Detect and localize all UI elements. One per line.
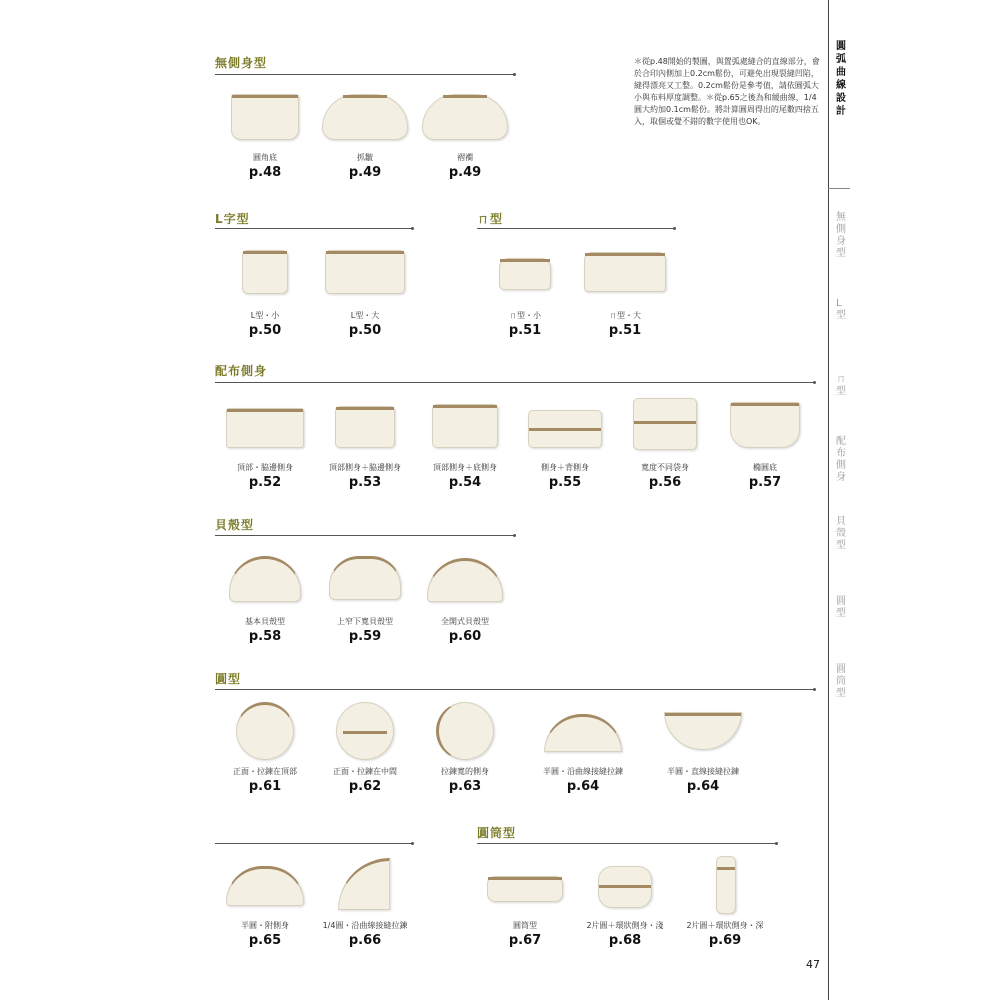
item-gathered xyxy=(310,88,420,180)
caption: L型・大 xyxy=(350,311,380,320)
item-two-circles-shallow xyxy=(570,856,680,948)
rule-l-type xyxy=(215,228,413,229)
sidebar-item-no-gusset: 無側身型 xyxy=(836,212,846,259)
page-ref: p.58 xyxy=(248,629,282,644)
sidebar-item-u-type: ㄇ型 xyxy=(836,374,846,397)
item-top-side-gusset xyxy=(210,398,320,490)
caption: 1/4圓・沿曲線接縫拉鍊 xyxy=(322,921,408,930)
caption: 2片圓＋環狀側身・深 xyxy=(686,921,764,930)
caption: 圓角底 xyxy=(253,153,277,162)
item-half-round-straight-zip xyxy=(648,702,758,794)
caption: 側身＋背側身 xyxy=(541,463,589,472)
caption: 半圓・直線接縫拉鍊 xyxy=(667,767,739,776)
page-ref: p.65 xyxy=(248,933,282,948)
item-two-circles-deep xyxy=(670,856,780,948)
heading-round-type: 圓型 xyxy=(215,672,242,686)
pouch-half-round-straight-zip-image xyxy=(648,702,758,760)
page-ref: p.53 xyxy=(348,475,382,490)
pouch-narrow-top-shell-image xyxy=(310,552,420,610)
caption: ㄇ型・小 xyxy=(509,311,541,320)
page-ref: p.61 xyxy=(248,779,282,794)
sidebar-item-l-type: L型 xyxy=(836,298,846,321)
sidebar-item-cylinder: 圓筒型 xyxy=(836,664,846,699)
page-ref: p.64 xyxy=(566,779,600,794)
item-round-zip-top xyxy=(210,702,320,794)
item-pleated xyxy=(410,88,520,180)
page-ref: p.54 xyxy=(448,475,482,490)
item-quarter-round-curve-zip xyxy=(310,856,420,948)
sidebar-divider xyxy=(828,0,829,1000)
rule-no-gusset xyxy=(215,74,515,75)
pouch-top-gusset-plus-side-image xyxy=(310,398,420,456)
sidebar-title: 圓弧曲線設計 xyxy=(836,41,846,117)
page-ref: p.51 xyxy=(608,323,642,338)
item-full-open-shell xyxy=(410,552,520,644)
heading-u-type: ㄇ型 xyxy=(477,212,504,226)
item-half-round-curve-zip xyxy=(528,702,638,794)
caption: 圓筒型 xyxy=(513,921,537,930)
caption: 2片圓＋環狀側身・淺 xyxy=(586,921,664,930)
heading-shell-type: 貝殼型 xyxy=(215,518,255,532)
pouch-half-round-gusset-image xyxy=(210,856,320,914)
item-cylinder xyxy=(470,856,580,948)
item-half-round-gusset xyxy=(210,856,320,948)
page-ref: p.66 xyxy=(348,933,382,948)
item-narrow-top-shell xyxy=(310,552,420,644)
pouch-side-back-gusset-image xyxy=(510,398,620,456)
rule-cylinder-type xyxy=(477,843,777,844)
pouch-quarter-round-curve-zip-image xyxy=(310,856,420,914)
caption: 褶襇 xyxy=(457,153,473,162)
page-ref: p.60 xyxy=(448,629,482,644)
item-u-large xyxy=(570,246,680,338)
pouch-l-small-image xyxy=(210,246,320,304)
page-ref: p.57 xyxy=(748,475,782,490)
page-ref: p.68 xyxy=(608,933,642,948)
pouch-cylinder-image xyxy=(470,856,580,914)
item-basic-shell xyxy=(210,552,320,644)
item-top-gusset-plus-side xyxy=(310,398,420,490)
caption: 頂部・脇邊側身 xyxy=(237,463,293,472)
pouch-different-width-image xyxy=(610,398,720,456)
caption: 半圓・附側身 xyxy=(241,921,289,930)
pouch-rounded-bottom-image xyxy=(210,88,320,146)
item-oval-bottom xyxy=(710,398,820,490)
pouch-round-zip-middle-image xyxy=(310,702,420,760)
item-l-small xyxy=(210,246,320,338)
page-ref: p.52 xyxy=(248,475,282,490)
item-side-back-gusset xyxy=(510,398,620,490)
sidebar-item-fabric-gusset: 配布側身 xyxy=(836,436,846,483)
pouch-u-large-image xyxy=(570,246,680,304)
sidebar-item-round: 圓型 xyxy=(836,596,846,619)
page-ref: p.55 xyxy=(548,475,582,490)
pouch-pleated-image xyxy=(410,88,520,146)
rule-round-continued xyxy=(215,843,413,844)
pouch-full-open-shell-image xyxy=(410,552,520,610)
caption: 全開式貝殼型 xyxy=(441,617,489,626)
pouch-u-small-image xyxy=(470,246,580,304)
rule-round-type xyxy=(215,689,815,690)
pouch-top-gusset-plus-bottom-image xyxy=(410,398,520,456)
caption: 寬度不同袋身 xyxy=(641,463,689,472)
pouch-wide-zip-gusset-image xyxy=(410,702,520,760)
caption: 頂部側身＋脇邊側身 xyxy=(329,463,401,472)
rule-fabric-gusset xyxy=(215,382,815,383)
caption: 抓皺 xyxy=(357,153,373,162)
caption: 上窄下寬貝殼型 xyxy=(337,617,393,626)
item-top-gusset-plus-bottom xyxy=(410,398,520,490)
item-l-large xyxy=(310,246,420,338)
caption: 橢圓底 xyxy=(753,463,777,472)
pouch-top-side-gusset-image xyxy=(210,398,320,456)
page-number: 47 xyxy=(806,958,820,971)
caption: 基本貝殼型 xyxy=(245,617,285,626)
pouch-round-zip-top-image xyxy=(210,702,320,760)
pouch-two-circles-shallow-image xyxy=(570,856,680,914)
caption: 半圓・沿曲線接縫拉鍊 xyxy=(543,767,623,776)
pouch-two-circles-deep-image xyxy=(670,856,780,914)
page-ref: p.51 xyxy=(508,323,542,338)
page-ref: p.69 xyxy=(708,933,742,948)
caption: 拉鍊寬的側身 xyxy=(441,767,489,776)
item-round-zip-middle xyxy=(310,702,420,794)
sewing-note: ＊從p.48開始的製圖，與置弧處縫合的直線部分，會於合印內側加上0.2cm鬆份，可避免出現裂縫凹陷，縫得漂亮又工整。0.2cm鬆份是參考值，請依圓弧大小與布料厚度調整。＊從p.65之後為和緩曲線，1/4圓大約加0.1cm鬆份。將計算圓周得出的尾數四捨五入，取個或覺不錯的數字使用也OK。 xyxy=(634,57,820,126)
caption: ㄇ型・大 xyxy=(609,311,641,320)
page-ref: p.50 xyxy=(348,323,382,338)
item-wide-zip-gusset xyxy=(410,702,520,794)
page-ref: p.56 xyxy=(648,475,682,490)
pouch-half-round-curve-zip-image xyxy=(528,702,638,760)
page-ref: p.64 xyxy=(686,779,720,794)
page-ref: p.59 xyxy=(348,629,382,644)
page-ref: p.67 xyxy=(508,933,542,948)
rule-shell-type xyxy=(215,535,515,536)
heading-fabric-gusset: 配布側身 xyxy=(215,364,268,378)
item-u-small xyxy=(470,246,580,338)
pouch-basic-shell-image xyxy=(210,552,320,610)
pouch-oval-bottom-image xyxy=(710,398,820,456)
sidebar-rule xyxy=(828,188,850,189)
page-ref: p.49 xyxy=(448,165,482,180)
caption: 正面・拉鍊在頂部 xyxy=(233,767,297,776)
rule-u-type xyxy=(477,228,675,229)
caption: 正面・拉鍊在中間 xyxy=(333,767,397,776)
heading-cylinder-type: 圓筒型 xyxy=(477,826,517,840)
page-ref: p.62 xyxy=(348,779,382,794)
page-ref: p.49 xyxy=(348,165,382,180)
page-ref: p.63 xyxy=(448,779,482,794)
sidebar-item-shell: 貝殼型 xyxy=(836,516,846,551)
pouch-gathered-image xyxy=(310,88,420,146)
pouch-l-large-image xyxy=(310,246,420,304)
heading-l-type: L字型 xyxy=(215,212,250,226)
caption: L型・小 xyxy=(250,311,280,320)
caption: 頂部側身＋底側身 xyxy=(433,463,497,472)
page-ref: p.50 xyxy=(248,323,282,338)
heading-no-gusset: 無側身型 xyxy=(215,56,268,70)
item-rounded-bottom xyxy=(210,88,320,180)
item-different-width xyxy=(610,398,720,490)
page-ref: p.48 xyxy=(248,165,282,180)
